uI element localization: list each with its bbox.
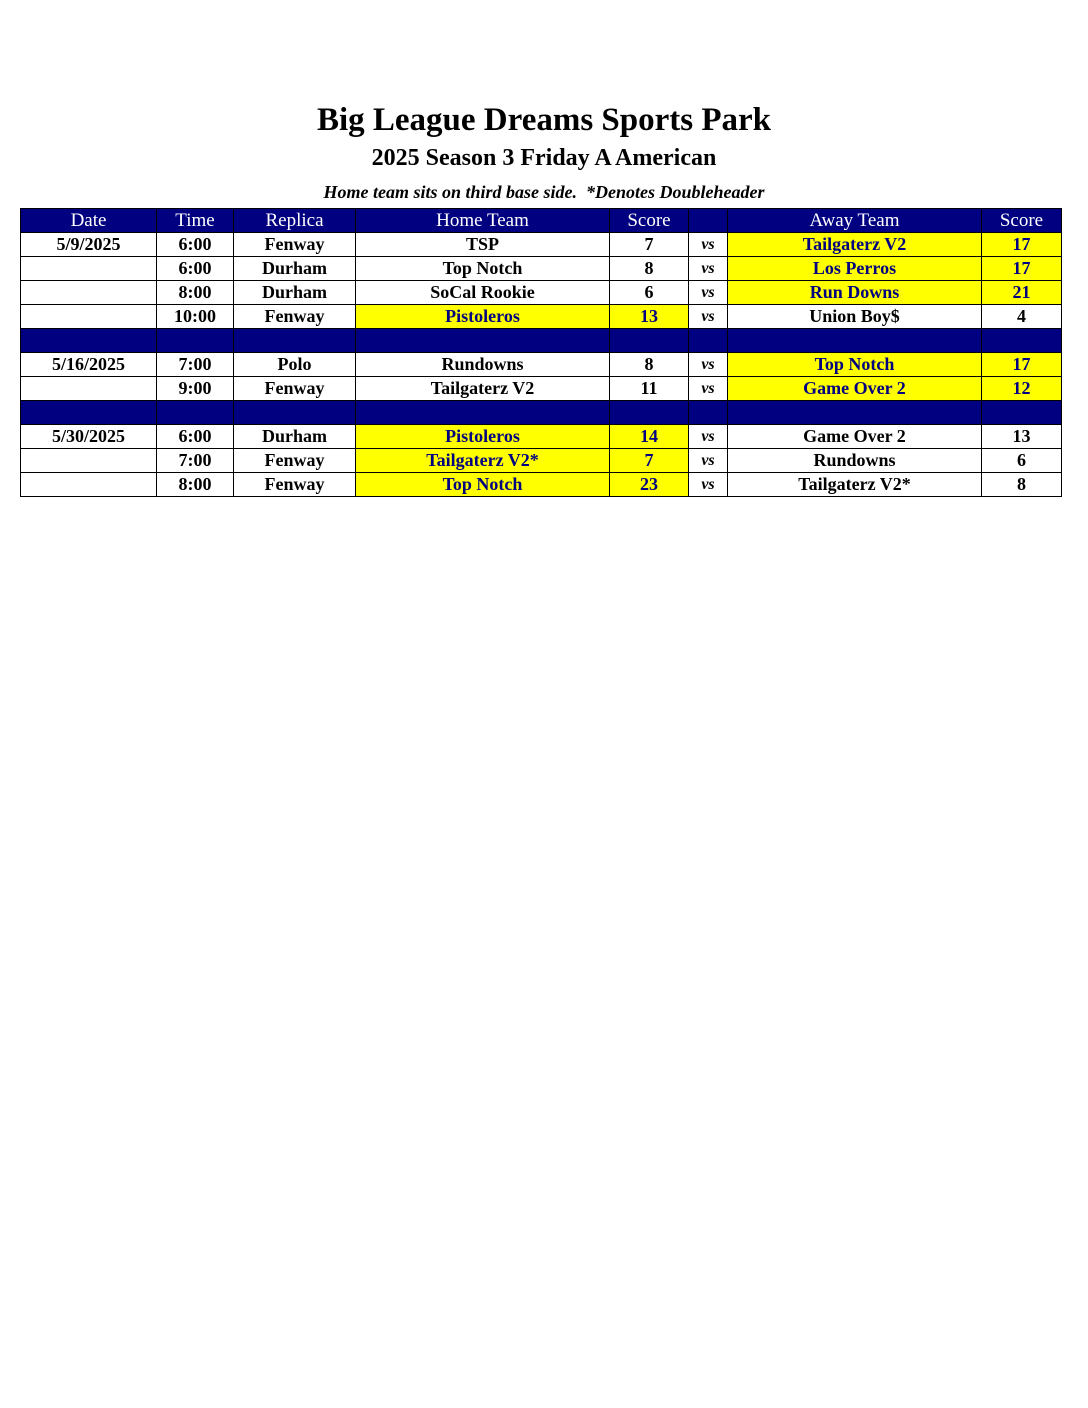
away-team-cell: Game Over 2	[728, 425, 982, 449]
separator-cell	[356, 401, 610, 425]
home-team-cell: Tailgaterz V2*	[356, 449, 610, 473]
schedule-body	[21, 233, 1062, 497]
separator-row	[21, 401, 1062, 425]
date-cell	[21, 473, 157, 497]
home-score-cell: 13	[610, 305, 689, 329]
vs-cell: vs	[689, 353, 728, 377]
away-team-cell: Run Downs	[728, 281, 982, 305]
home-team-cell: SoCal Rookie	[356, 281, 610, 305]
separator-cell	[356, 329, 610, 353]
replica-cell: Fenway	[234, 377, 356, 401]
away-team-cell: Rundowns	[728, 449, 982, 473]
column-header-away-team: Away Team	[728, 209, 982, 233]
away-team-cell: Game Over 2	[728, 377, 982, 401]
separator-cell	[689, 401, 728, 425]
game-row	[21, 473, 1062, 497]
replica-cell: Durham	[234, 425, 356, 449]
home-score-cell: 7	[610, 233, 689, 257]
away-team-cell: Union Boy$	[728, 305, 982, 329]
home-score-cell: 6	[610, 281, 689, 305]
column-header-home-team: Home Team	[356, 209, 610, 233]
vs-cell: vs	[689, 377, 728, 401]
separator-cell	[982, 329, 1062, 353]
time-cell: 7:00	[157, 353, 234, 377]
vs-cell: vs	[689, 425, 728, 449]
time-cell: 6:00	[157, 257, 234, 281]
replica-cell: Polo	[234, 353, 356, 377]
time-cell: 8:00	[157, 473, 234, 497]
home-score-cell: 8	[610, 353, 689, 377]
home-team-cell: Rundowns	[356, 353, 610, 377]
away-score-cell: 12	[982, 377, 1062, 401]
game-row	[21, 425, 1062, 449]
date-cell	[21, 377, 157, 401]
vs-cell: vs	[689, 233, 728, 257]
separator-cell	[689, 329, 728, 353]
separator-cell	[728, 329, 982, 353]
vs-cell: vs	[689, 305, 728, 329]
home-score-cell: 14	[610, 425, 689, 449]
replica-cell: Fenway	[234, 449, 356, 473]
schedule-note: Home team sits on third base side. *Denotes Doubleheader	[323, 182, 765, 202]
home-score-cell: 8	[610, 257, 689, 281]
column-header-time: Time	[157, 209, 234, 233]
time-cell: 6:00	[157, 233, 234, 257]
away-team-cell: Los Perros	[728, 257, 982, 281]
date-cell	[21, 281, 157, 305]
vs-cell: vs	[689, 449, 728, 473]
away-score-cell: 8	[982, 473, 1062, 497]
game-row	[21, 233, 1062, 257]
date-cell: 5/30/2025	[21, 425, 157, 449]
time-cell: 8:00	[157, 281, 234, 305]
separator-cell	[157, 329, 234, 353]
vs-cell: vs	[689, 257, 728, 281]
home-team-cell: TSP	[356, 233, 610, 257]
away-score-cell: 17	[982, 233, 1062, 257]
separator-cell	[610, 329, 689, 353]
date-cell	[21, 305, 157, 329]
page-subtitle: 2025 Season 3 Friday A American	[371, 145, 717, 171]
replica-cell: Durham	[234, 257, 356, 281]
game-row	[21, 305, 1062, 329]
game-row	[21, 377, 1062, 401]
time-cell: 9:00	[157, 377, 234, 401]
schedule-table	[20, 208, 1062, 497]
separator-cell	[234, 329, 356, 353]
vs-cell: vs	[689, 473, 728, 497]
home-team-cell: Pistoleros	[356, 425, 610, 449]
header-row	[21, 209, 1062, 233]
time-cell: 6:00	[157, 425, 234, 449]
separator-cell	[982, 401, 1062, 425]
separator-cell	[610, 401, 689, 425]
date-cell: 5/16/2025	[21, 353, 157, 377]
game-row	[21, 281, 1062, 305]
away-score-cell: 17	[982, 353, 1062, 377]
column-header-replica: Replica	[234, 209, 356, 233]
date-cell	[21, 257, 157, 281]
separator-row	[21, 329, 1062, 353]
away-score-cell: 21	[982, 281, 1062, 305]
column-header-home-score: Score	[610, 209, 689, 233]
vs-cell: vs	[689, 281, 728, 305]
game-row	[21, 257, 1062, 281]
page-title: Big League Dreams Sports Park	[316, 102, 772, 138]
replica-cell: Fenway	[234, 233, 356, 257]
replica-cell: Durham	[234, 281, 356, 305]
home-score-cell: 23	[610, 473, 689, 497]
separator-cell	[728, 401, 982, 425]
date-cell: 5/9/2025	[21, 233, 157, 257]
away-team-cell: Tailgaterz V2	[728, 233, 982, 257]
column-header-date: Date	[21, 209, 157, 233]
away-score-cell: 4	[982, 305, 1062, 329]
time-cell: 10:00	[157, 305, 234, 329]
game-row	[21, 449, 1062, 473]
date-cell	[21, 449, 157, 473]
home-team-cell: Tailgaterz V2	[356, 377, 610, 401]
column-header-vs	[689, 209, 728, 233]
away-score-cell: 13	[982, 425, 1062, 449]
away-score-cell: 6	[982, 449, 1062, 473]
replica-cell: Fenway	[234, 305, 356, 329]
separator-cell	[234, 401, 356, 425]
time-cell: 7:00	[157, 449, 234, 473]
home-score-cell: 11	[610, 377, 689, 401]
home-team-cell: Pistoleros	[356, 305, 610, 329]
separator-cell	[21, 329, 157, 353]
away-team-cell: Top Notch	[728, 353, 982, 377]
away-team-cell: Tailgaterz V2*	[728, 473, 982, 497]
separator-cell	[157, 401, 234, 425]
separator-cell	[21, 401, 157, 425]
game-row	[21, 353, 1062, 377]
column-header-away-score: Score	[982, 209, 1062, 233]
home-team-cell: Top Notch	[356, 473, 610, 497]
replica-cell: Fenway	[234, 473, 356, 497]
home-team-cell: Top Notch	[356, 257, 610, 281]
home-score-cell: 7	[610, 449, 689, 473]
away-score-cell: 17	[982, 257, 1062, 281]
